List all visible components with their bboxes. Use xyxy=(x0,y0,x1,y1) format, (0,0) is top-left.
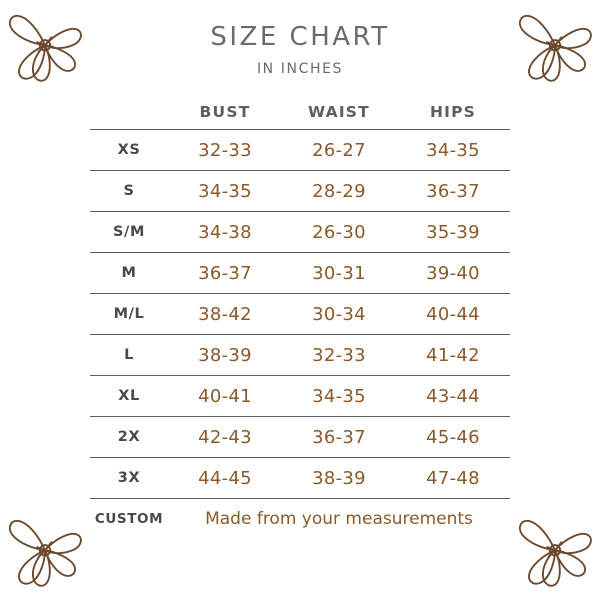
table-header-row xyxy=(90,95,510,130)
table-row xyxy=(90,294,510,335)
column-header-waist: WAIST xyxy=(308,103,370,121)
row-bust-value: 34-35 xyxy=(168,171,282,212)
row-hips-value: 47-48 xyxy=(396,458,510,499)
table-row xyxy=(90,417,510,458)
row-size-label: M xyxy=(90,253,168,294)
row-waist-value: 30-31 xyxy=(282,253,396,294)
table-header xyxy=(90,95,510,130)
row-waist-value: 38-39 xyxy=(282,458,396,499)
row-waist-value: 28-29 xyxy=(282,171,396,212)
table-row xyxy=(90,335,510,376)
row-waist-value: 34-35 xyxy=(282,376,396,417)
row-waist-value: 26-27 xyxy=(282,130,396,171)
page-title: SIZE CHART xyxy=(210,22,390,52)
row-hips-value: 45-46 xyxy=(396,417,510,458)
table-row xyxy=(90,212,510,253)
table-body xyxy=(90,130,510,540)
row-size-label: M/L xyxy=(90,294,168,335)
row-size-label: 3X xyxy=(90,458,168,499)
row-size-label: S xyxy=(90,171,168,212)
table-row xyxy=(90,458,510,499)
row-hips-value: 34-35 xyxy=(396,130,510,171)
row-bust-value: 38-39 xyxy=(168,335,282,376)
row-size-label: L xyxy=(90,335,168,376)
row-bust-value: 32-33 xyxy=(168,130,282,171)
table-row xyxy=(90,376,510,417)
table-row xyxy=(90,130,510,171)
flower-icon xyxy=(512,509,598,595)
table-row-custom xyxy=(90,499,510,540)
row-bust-value: 38-42 xyxy=(168,294,282,335)
row-bust-value: 34-38 xyxy=(168,212,282,253)
row-hips-value: 36-37 xyxy=(396,171,510,212)
row-hips-value: 43-44 xyxy=(396,376,510,417)
row-bust-value: 44-45 xyxy=(168,458,282,499)
flower-icon xyxy=(2,509,88,595)
row-waist-value: 32-33 xyxy=(282,335,396,376)
page-subtitle: IN INCHES xyxy=(256,61,344,77)
chart-header xyxy=(0,0,600,77)
row-hips-value: 39-40 xyxy=(396,253,510,294)
column-header-hips: HIPS xyxy=(429,103,477,121)
custom-size-label: CUSTOM xyxy=(94,511,164,528)
row-bust-value: 40-41 xyxy=(168,376,282,417)
row-size-label: S/M xyxy=(90,212,168,253)
row-size-label: XS xyxy=(90,130,168,171)
row-waist-value: 26-30 xyxy=(282,212,396,253)
row-hips-value: 35-39 xyxy=(396,212,510,253)
row-size-label: XL xyxy=(90,376,168,417)
column-header-bust: BUST xyxy=(199,103,251,121)
table-row xyxy=(90,253,510,294)
row-waist-value: 36-37 xyxy=(282,417,396,458)
table-row xyxy=(90,171,510,212)
size-chart-table xyxy=(90,95,510,540)
row-hips-value: 41-42 xyxy=(396,335,510,376)
row-size-label: 2X xyxy=(90,417,168,458)
row-bust-value: 42-43 xyxy=(168,417,282,458)
row-hips-value: 40-44 xyxy=(396,294,510,335)
row-waist-value: 30-34 xyxy=(282,294,396,335)
column-header-size xyxy=(90,95,168,130)
row-bust-value: 36-37 xyxy=(168,253,282,294)
custom-size-value: Made from your measurements xyxy=(205,509,473,530)
size-chart-table-wrap xyxy=(90,95,510,540)
